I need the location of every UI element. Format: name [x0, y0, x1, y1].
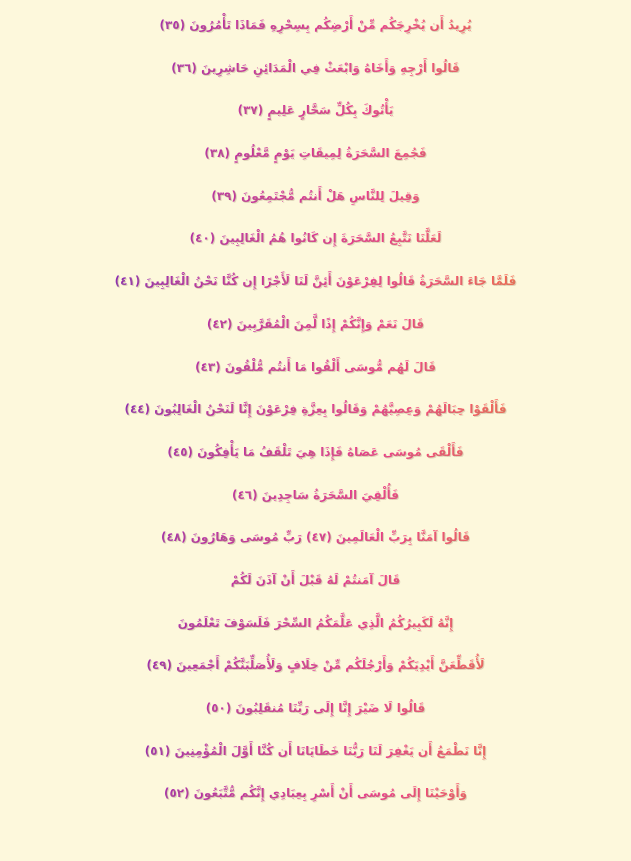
verse-line: يَأْتُوكَ بِكُلِّ سَحَّارٍ عَلِيمٍ (٣٧) — [0, 89, 631, 132]
verse-line: فَأُلْقِيَ السَّحَرَةُ سَاجِدِينَ (٤٦) — [0, 474, 631, 517]
verse-line: فَأَلْقَوْا حِبَالَهُمْ وَعِصِيَّهُمْ وَقَالُوا بِعِزَّةِ فِرْعَوْنَ إِنَّا لَنَحْنُ الْغَالِبُونَ (٤٤) — [0, 388, 631, 431]
verse-line: قَالُوا لَا ضَيْرَ إِنَّا إِلَى رَبِّنَا مُنقَلِبُونَ (٥٠) — [0, 687, 631, 730]
verse-line: قَالَ نَعَمْ وَإِنَّكُمْ إِذًا لَّمِنَ الْمُقَرَّبِينَ (٤٢) — [0, 303, 631, 346]
verse-line: قَالَ آمَنتُمْ لَهُ قَبْلَ أَنْ آذَنَ لَكُمْ — [0, 559, 631, 602]
verse-line: فَجُمِعَ السَّحَرَةُ لِمِيقَاتِ يَوْمٍ مَّعْلُومٍ (٣٨) — [0, 132, 631, 175]
verse-line: وَقِيلَ لِلنَّاسِ هَلْ أَنتُم مُّجْتَمِعُونَ (٣٩) — [0, 175, 631, 218]
verse-line: فَأَلْقَى مُوسَى عَصَاهُ فَإِذَا هِيَ تَلْقَفُ مَا يَأْفِكُونَ (٤٥) — [0, 431, 631, 474]
verse-line: لَأُقَطِّعَنَّ أَيْدِيَكُمْ وَأَرْجُلَكُم مِّنْ خِلَافٍ وَلَأُصَلِّبَنَّكُمْ أَجْمَعِينَ (٤٩) — [0, 644, 631, 687]
verse-line: قَالُوا أَرْجِهِ وَأَخَاهُ وَابْعَثْ فِي الْمَدَائِنِ حَاشِرِينَ (٣٦) — [0, 47, 631, 90]
verse-line: قَالُوا آمَنَّا بِرَبِّ الْعَالَمِينَ (٤٧) رَبِّ مُوسَى وَهَارُونَ (٤٨) — [0, 516, 631, 559]
verse-line: إِنَّهُ لَكَبِيرُكُمُ الَّذِي عَلَّمَكُمُ السِّحْرَ فَلَسَوْفَ تَعْلَمُونَ — [0, 602, 631, 645]
verse-line: فَلَمَّا جَاءَ السَّحَرَةُ قَالُوا لِفِرْعَوْنَ أَئِنَّ لَنَا لَأَجْرًا إِن كُنَّا نَحْنُ الْغَالِبِينَ (٤١) — [0, 260, 631, 303]
verse-line: قَالَ لَهُم مُّوسَى أَلْقُوا مَا أَنتُم مُّلْقُونَ (٤٣) — [0, 346, 631, 389]
verse-line: لَعَلَّنَا نَتَّبِعُ السَّحَرَةَ إِن كَانُوا هُمُ الْغَالِبِينَ (٤٠) — [0, 217, 631, 260]
verse-line: إِنَّا نَطْمَعُ أَن يَغْفِرَ لَنَا رَبُّنَا خَطَايَانَا أَن كُنَّا أَوَّلَ الْمُؤْمِنِينَ (٥١) — [0, 730, 631, 773]
verse-line: وَأَوْحَيْنَا إِلَى مُوسَى أَنْ أَسْرِ بِعِبَادِي إِنَّكُم مُّتَّبَعُونَ (٥٢) — [0, 772, 631, 815]
verse-line: يُرِيدُ أَن يُخْرِجَكُم مِّنْ أَرْضِكُم بِسِحْرِهِ فَمَاذَا تَأْمُرُونَ (٣٥) — [0, 4, 631, 47]
